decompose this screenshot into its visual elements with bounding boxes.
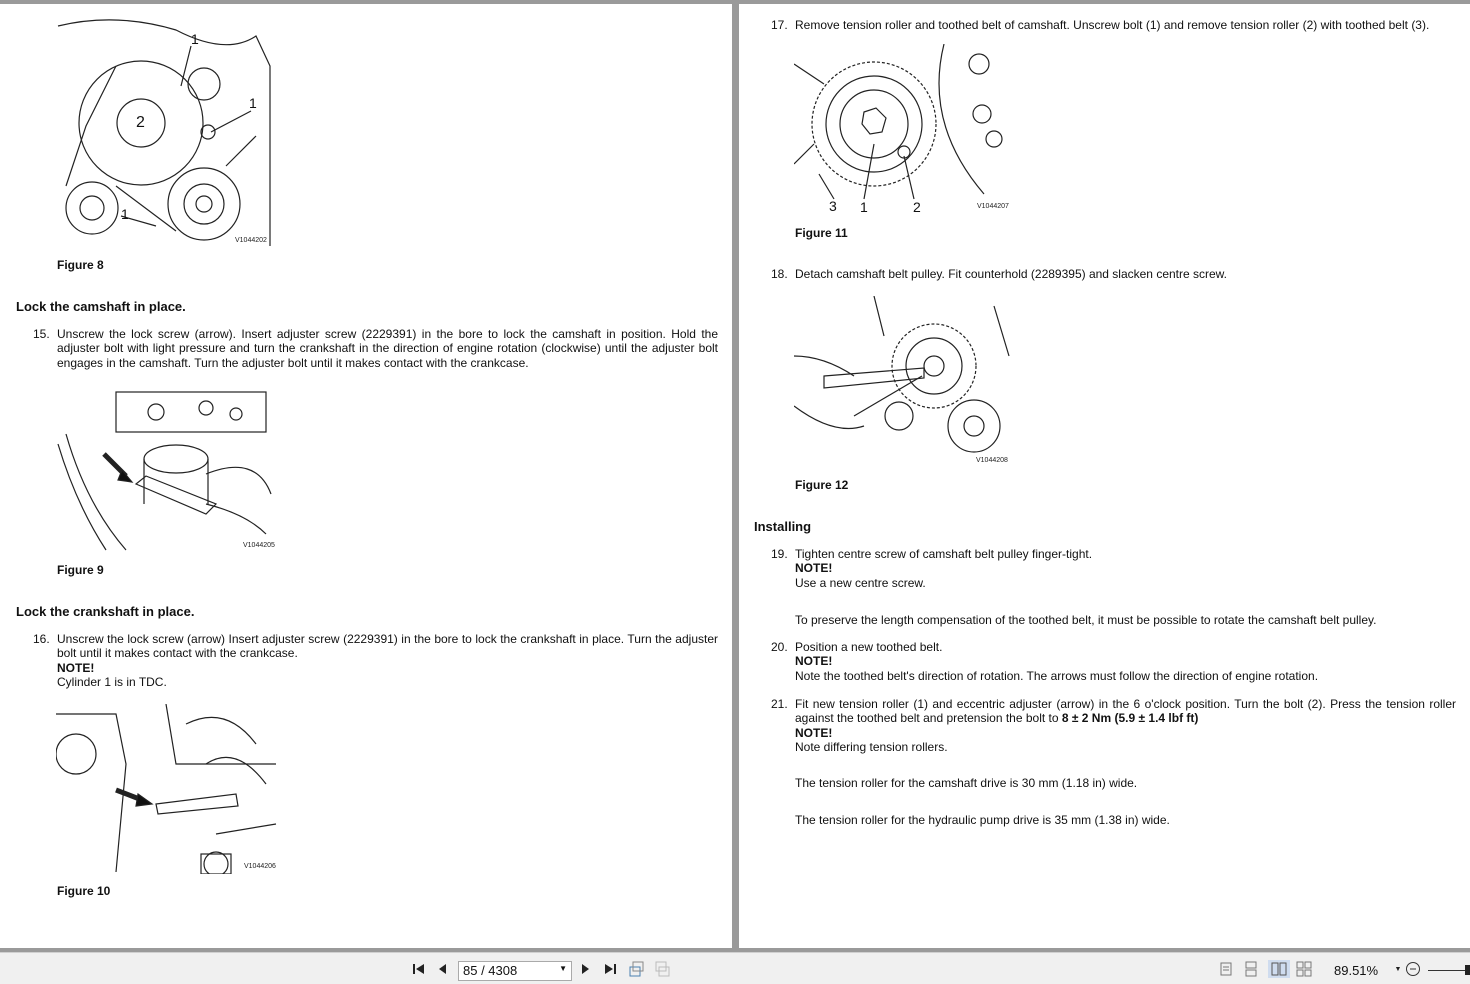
figure-9-image [56,384,276,552]
previous-view-icon[interactable] [627,960,645,978]
step-number: 16. [33,632,50,646]
step-text: Unscrew the lock screw (arrow) Insert adjuster screw (2229391) in the bore to lock the crankshaft in place. Turn the adjuster bolt until it makes contact with the crankcase. [57,632,718,661]
figure-11-image [794,44,1014,216]
figure-caption: Figure 11 [795,226,848,240]
zoom-slider[interactable] [1428,970,1470,971]
section-heading: Lock the camshaft in place. [16,299,186,314]
note-label: NOTE! [795,654,833,669]
figure-caption: Figure 12 [795,478,849,492]
step-16 [33,632,718,689]
step-18 [771,267,1456,281]
step-text: Tighten centre screw of camshaft belt pulley finger-tight. [795,547,1093,561]
step-text: Position a new toothed belt. [795,640,943,654]
pdf-toolbar [0,952,1470,984]
callout: 1 [249,95,257,111]
zoom-dropdown-icon[interactable]: ▼ [1394,965,1402,973]
step-15 [33,327,718,370]
callout: 2 [913,199,921,215]
callout: 1 [860,199,868,215]
callout: 3 [829,198,837,214]
step-21 [771,697,1456,754]
previous-page-icon[interactable] [434,960,450,978]
figure-8-image [56,16,272,252]
note-text: Note differing tension rollers. [795,739,948,754]
step-number: 20. [771,640,788,654]
step-19-extra: To preserve the length compensation of the toothed belt, it must be possible to rotate the camshaft belt pulley. [795,613,1377,627]
note-label: NOTE! [57,660,95,675]
step-text: Remove tension roller and toothed belt of camshaft. Unscrew bolt (1) and remove tension roller (2) with toothed belt (3). [795,18,1430,32]
note-text: Note the toothed belt's direction of rotation. The arrows must follow the direction of engine rotation. [795,668,1319,683]
figure-10-image [56,704,280,874]
step-number: 18. [771,267,788,281]
figure-caption: Figure 10 [57,884,111,898]
figure-caption: Figure 9 [57,563,104,577]
zoom-level[interactable]: 89.51% [1334,963,1379,978]
step-text: Fit new tension roller (1) and eccentric adjuster (arrow) in the 6 o'clock position. Turn the bolt (2). Press the tension roller against the toothed belt and pretension the bolt to [795,697,1456,726]
last-page-icon[interactable] [601,960,619,978]
figure-code: V1044205 [243,542,275,549]
two-page-continuous-view-icon[interactable] [1296,960,1312,978]
callout: 2 [136,114,145,131]
callout: 1 [191,31,199,47]
step-number: 19. [771,547,788,561]
note-label: NOTE! [795,561,833,576]
step-number: 21. [771,697,788,711]
single-page-view-icon[interactable] [1218,960,1234,978]
step-21-extra: The tension roller for the camshaft drive is 30 mm (1.18 in) wide. [795,776,1138,790]
page-number-value: 85 / 4308 [463,963,518,978]
chevron-down-icon[interactable]: ▼ [559,964,567,973]
note-text: Cylinder 1 is in TDC. [57,674,167,689]
zoom-out-icon[interactable] [1405,960,1421,978]
figure-code: V1044202 [235,237,267,244]
section-heading: Lock the crankshaft in place. [16,604,195,619]
next-view-icon[interactable] [653,960,671,978]
step-number: 17. [771,18,788,32]
figure-code: V1044208 [976,457,1008,464]
two-page-view-icon[interactable] [1268,960,1290,978]
step-20 [771,640,1456,683]
figure-code: V1044207 [977,203,1009,210]
figure-12-image [794,296,1014,464]
note-text: Use a new centre screw. [795,575,926,590]
page-number-input[interactable] [458,961,572,981]
step-text: Detach camshaft belt pulley. Fit counterhold (2289395) and slacken centre screw. [795,267,1228,281]
figure-code: V1044206 [244,863,276,870]
torque-value: 8 ± 2 Nm (5.9 ± 1.4 lbf ft) [1061,711,1199,726]
next-page-icon[interactable] [578,960,594,978]
step-21-extra: The tension roller for the hydraulic pump drive is 35 mm (1.38 in) wide. [795,813,1170,827]
right-page [739,4,1470,948]
note-label: NOTE! [795,725,833,740]
section-heading: Installing [754,519,812,534]
callout: 1 [121,206,129,222]
step-number: 15. [33,327,50,341]
figure-caption: Figure 8 [57,258,104,272]
zoom-slider-handle[interactable] [1465,965,1470,975]
first-page-icon[interactable] [410,960,428,978]
step-17 [771,18,1456,32]
step-19 [771,547,1456,590]
step-text: Unscrew the lock screw (arrow). Insert adjuster screw (2229391) in the bore to lock the camshaft in position. Hold the adjuster bolt with light pressure and turn the crankshaft in the direction of engine rotation (clockwise) until the adjuster bolt engages in the camshaft. Turn the adjuster bolt until it makes contact with the crankcase. [57,327,718,370]
continuous-view-icon[interactable] [1243,960,1259,978]
left-page [0,4,732,948]
